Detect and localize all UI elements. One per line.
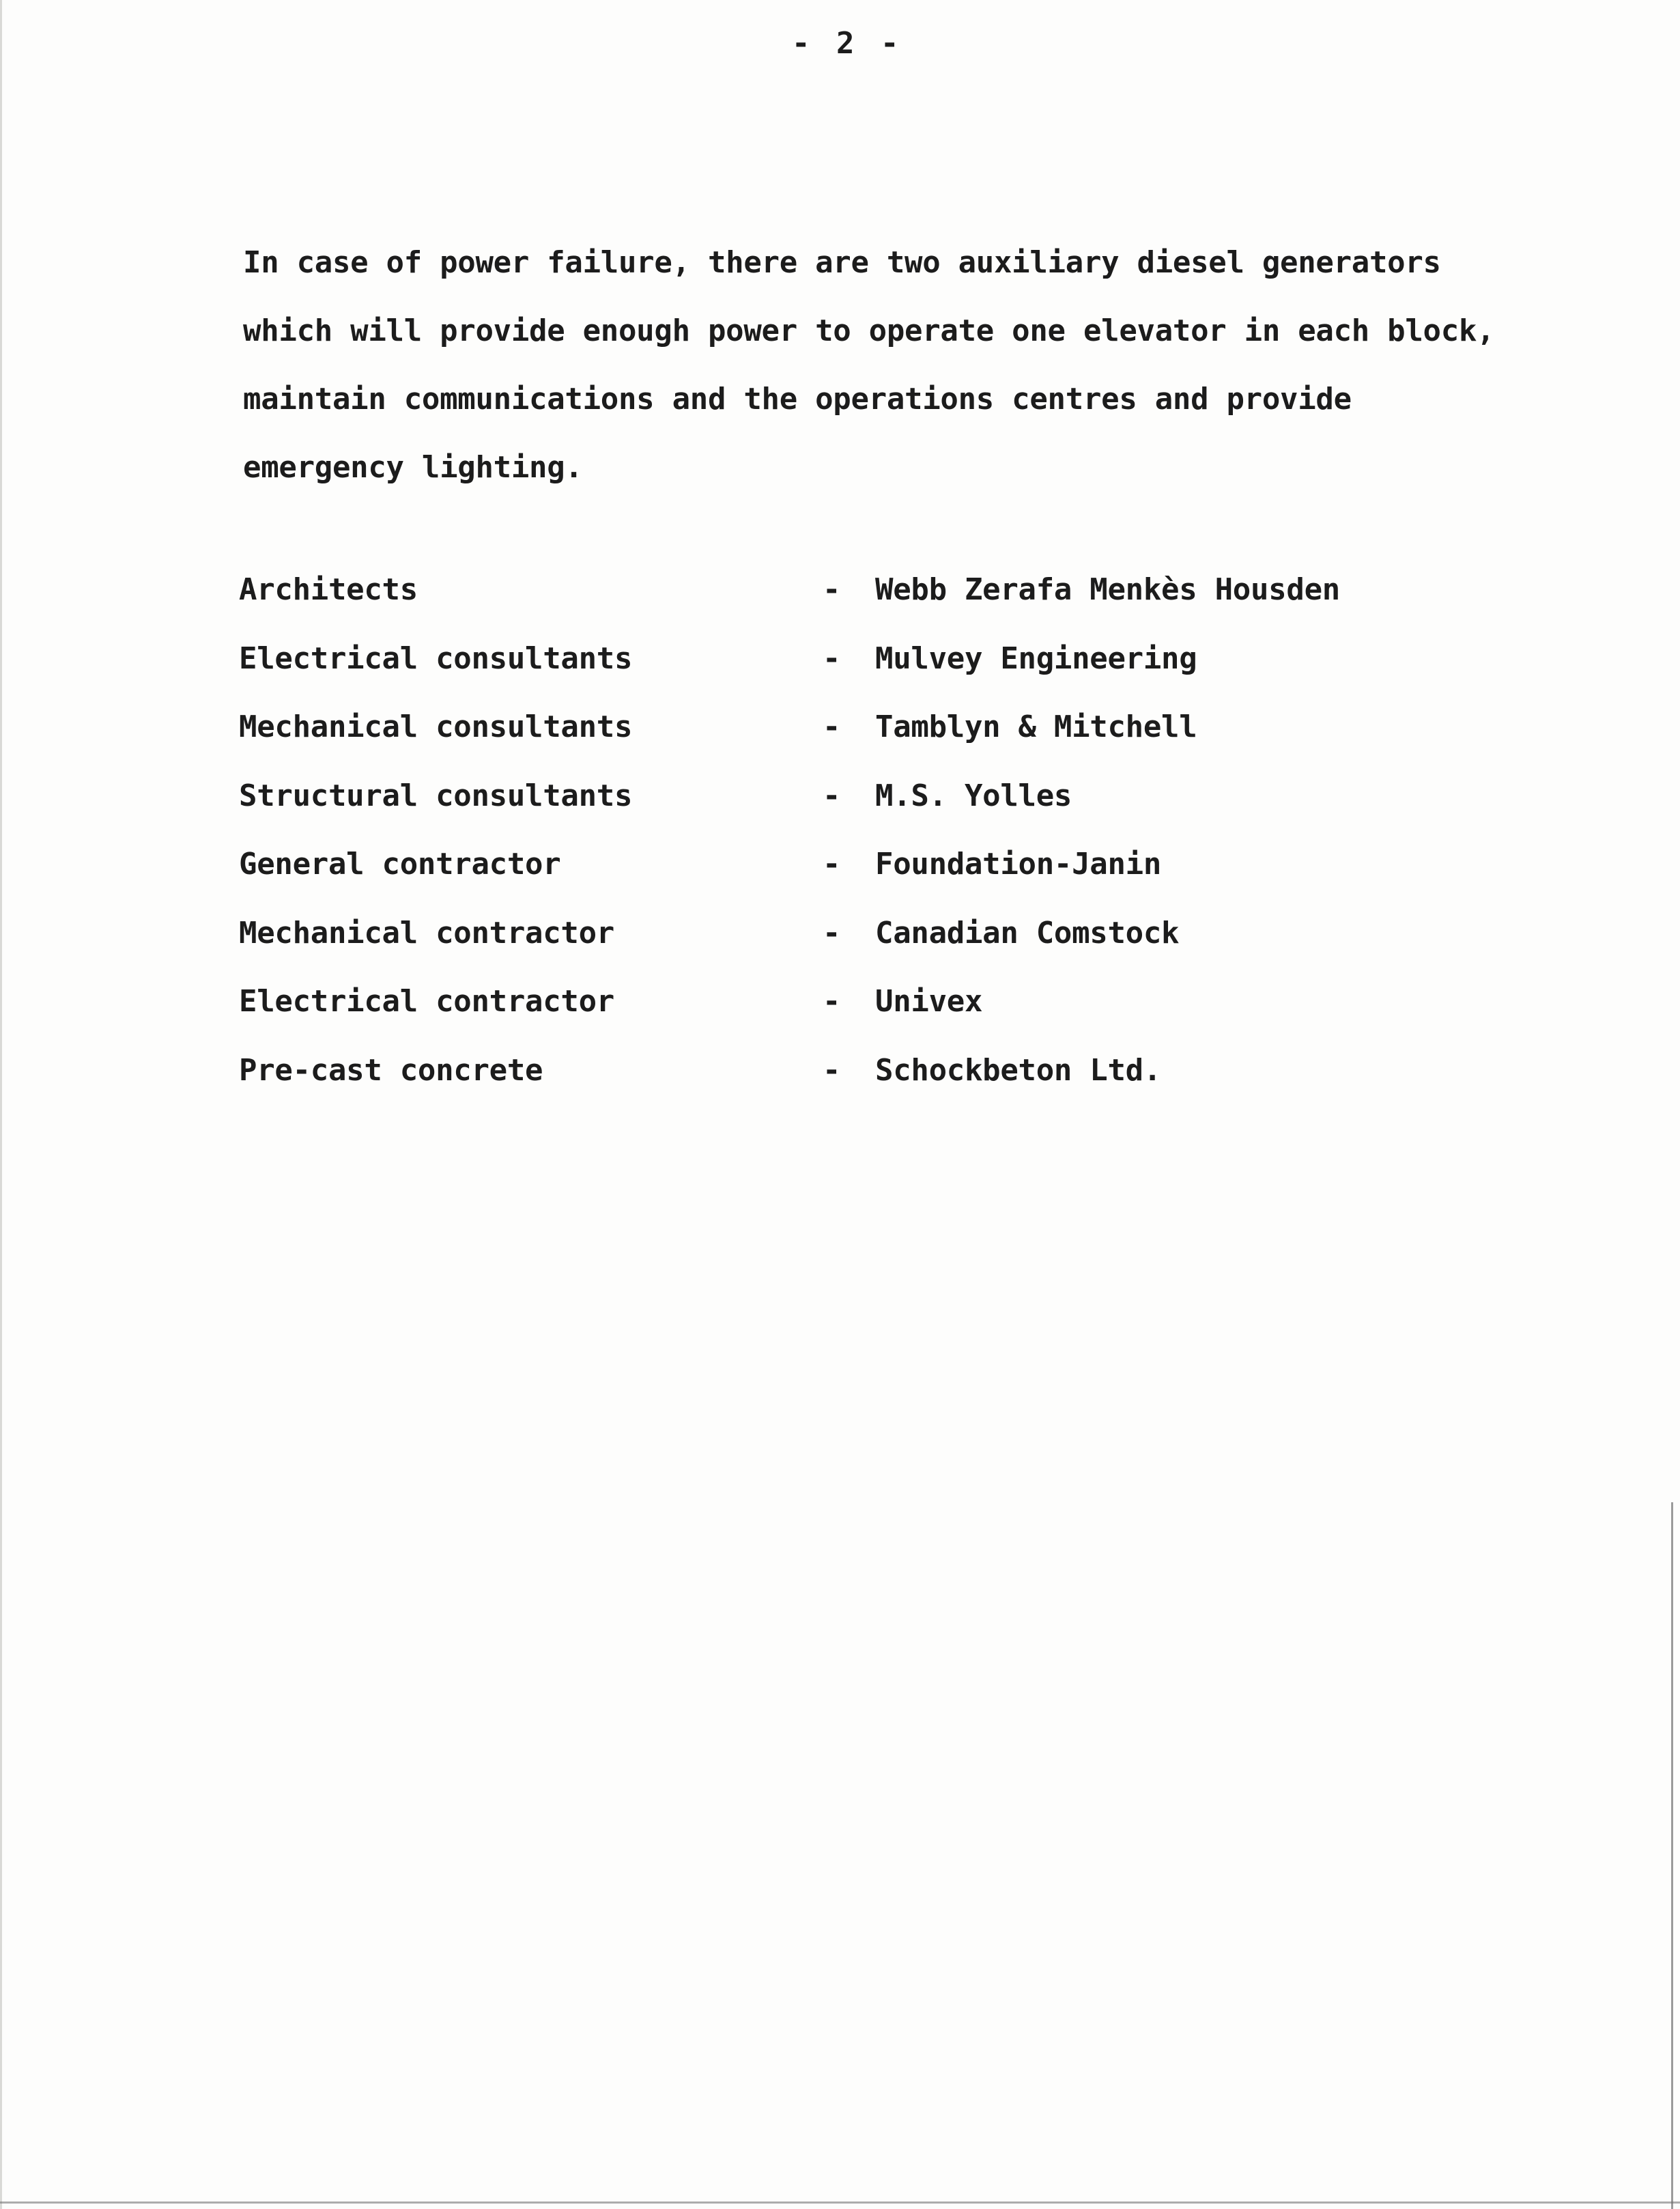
paragraph-line: maintain communications and the operations centres and provide xyxy=(243,382,1352,417)
credit-dash: - xyxy=(823,641,841,676)
credit-row-mechanical-consultants xyxy=(239,709,1536,778)
page-right-edge xyxy=(1671,1502,1673,2209)
page-number: - 2 - xyxy=(792,26,903,61)
page-bottom-edge xyxy=(0,2201,1680,2204)
credit-role: Mechanical consultants xyxy=(239,709,633,744)
credit-role: Mechanical contractor xyxy=(239,915,614,951)
credit-dash: - xyxy=(823,572,841,607)
credit-role: General contractor xyxy=(239,847,561,882)
credit-dash: - xyxy=(823,709,841,744)
credit-name: Mulvey Engineering xyxy=(875,641,1197,676)
paragraph-line: In case of power failure, there are two auxiliary diesel generators xyxy=(243,245,1441,280)
page-left-edge xyxy=(0,0,2,2209)
credit-dash: - xyxy=(823,847,841,882)
credits-list xyxy=(239,572,1536,1121)
credit-name: Tamblyn & Mitchell xyxy=(875,709,1197,744)
credit-dash: - xyxy=(823,778,841,813)
credit-row-mechanical-contractor xyxy=(239,916,1536,985)
credit-role: Structural consultants xyxy=(239,778,633,813)
credit-name: M.S. Yolles xyxy=(875,778,1072,813)
credit-dash: - xyxy=(823,984,841,1019)
credit-name: Foundation-Janin xyxy=(875,847,1162,882)
credit-name: Webb Zerafa Menkès Housden xyxy=(875,572,1340,607)
credit-row-pre-cast-concrete xyxy=(239,1053,1536,1122)
credit-dash: - xyxy=(823,1052,841,1088)
credit-row-electrical-contractor xyxy=(239,984,1536,1053)
paragraph-line: which will provide enough power to operate one elevator in each block, xyxy=(243,313,1495,348)
credit-role: Electrical consultants xyxy=(239,641,633,676)
credit-name: Canadian Comstock xyxy=(875,915,1180,951)
credit-name: Schockbeton Ltd. xyxy=(875,1052,1162,1088)
credit-row-general-contractor xyxy=(239,847,1536,916)
credit-role: Architects xyxy=(239,572,418,607)
credit-role: Electrical contractor xyxy=(239,984,614,1019)
credit-dash: - xyxy=(823,915,841,951)
credit-row-electrical-consultants xyxy=(239,641,1536,710)
credit-name: Univex xyxy=(875,984,983,1019)
body-paragraph xyxy=(243,229,1540,502)
credit-row-architects xyxy=(239,572,1536,641)
paragraph-line: emergency lighting. xyxy=(243,450,583,485)
credit-row-structural-consultants xyxy=(239,778,1536,847)
credit-role: Pre-cast concrete xyxy=(239,1052,543,1088)
